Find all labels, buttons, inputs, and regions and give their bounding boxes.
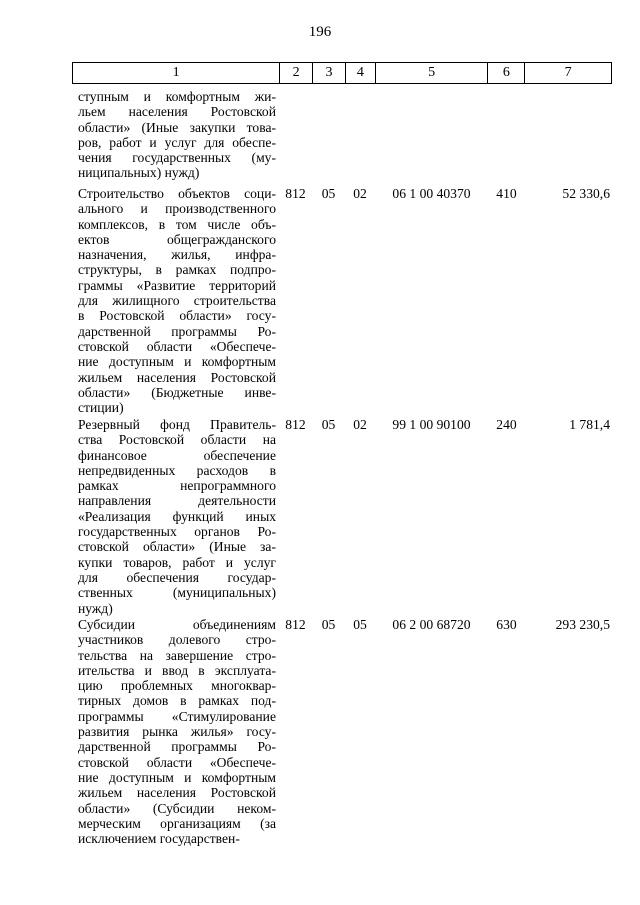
cell-c7: 1 781,4 [569, 417, 610, 432]
cell-c4: 02 [353, 186, 367, 201]
description-line: ства Ростовской области на [78, 432, 276, 448]
header-col-3: 3 [312, 63, 345, 83]
row-description [72, 617, 279, 846]
description-line: ственных (муниципальных) [78, 585, 276, 601]
description-line: структуры, в рамках подпро- [78, 262, 276, 278]
description-line: для обеспечения государ- [78, 569, 276, 585]
description-line: ступным и комфортным жи- [78, 89, 276, 104]
row-description [72, 186, 279, 415]
description-line: комплексов, в том числе объ- [78, 216, 276, 232]
description-line: льем населения Ростовской [78, 104, 276, 120]
description-line: Субсидии объединениям [78, 617, 276, 632]
cell-c6: 410 [496, 186, 517, 201]
table-header [72, 62, 612, 84]
description-line: цию проблемных многоквар- [78, 678, 276, 694]
cell-c3: 05 [321, 186, 336, 201]
cell-c7: 52 330,6 [562, 186, 610, 201]
table-row [72, 617, 612, 846]
description-line: тирных домов в рамках под- [78, 693, 276, 709]
description-line: ние доступным и комфортным [78, 354, 276, 370]
header-col-6: 6 [487, 63, 524, 83]
description-line: Резервный фонд Правитель- [78, 417, 276, 432]
description-line: «Реализация функций иных [78, 508, 276, 524]
description-line: ров, работ и услуг для обеспе- [78, 134, 276, 150]
table-row [72, 89, 612, 181]
cell-c5 [375, 89, 488, 181]
cell-c2: 812 [285, 617, 306, 632]
description-line: области» (Субсидии неком- [78, 800, 276, 816]
description-line: стовской области «Обеспече- [78, 754, 276, 770]
description-line: ального и производственного [78, 201, 276, 217]
cell-c2: 812 [285, 417, 306, 432]
description-line: ительства и ввод в эксплуата- [78, 662, 276, 678]
page-number: 196 [308, 24, 332, 40]
description-line: государственных органов Ро- [78, 524, 276, 540]
description-line: дарственной программы Ро- [78, 739, 276, 755]
description-line: чения государственных (му- [78, 150, 276, 166]
description-line: тельства на завершение стро- [78, 647, 276, 663]
cell-c3 [312, 89, 345, 181]
description-line: нужд) [78, 600, 113, 616]
row-description [72, 89, 279, 181]
description-line: участников долевого стро- [78, 632, 276, 648]
cell-c2: 812 [285, 186, 306, 201]
cell-c4 [345, 89, 375, 181]
description-line: граммы «Развитие территорий [78, 277, 276, 293]
description-line: в Ростовской области» госу- [78, 308, 276, 324]
cell-c6: 240 [496, 417, 517, 432]
cell-c7: 293 230,5 [555, 617, 610, 632]
header-col-7: 7 [524, 63, 611, 83]
cell-c7 [525, 89, 612, 181]
table-row [72, 417, 612, 616]
cell-c4: 02 [353, 417, 367, 432]
description-line: области» (Бюджетные инве- [78, 384, 276, 400]
cell-c4: 05 [353, 617, 367, 632]
description-line: купки товаров, работ и услуг [78, 554, 276, 570]
cell-c2 [279, 89, 312, 181]
description-line: развития рынка жилья» госу- [78, 724, 276, 740]
cell-c5: 06 1 00 40370 [392, 186, 471, 201]
cell-c3: 05 [321, 417, 336, 432]
description-line: стовской области «Обеспече- [78, 338, 276, 354]
cell-c6: 630 [496, 617, 517, 632]
description-line: мерческим организациям (за [78, 815, 276, 831]
description-line: для жилищного строительства [78, 293, 276, 309]
description-line: непредвиденных расходов в [78, 462, 276, 478]
description-line: дарственной программы Ро- [78, 323, 276, 339]
description-line: ектов общегражданского [78, 231, 276, 247]
description-line: направления деятельности [78, 493, 276, 509]
table-row [72, 186, 612, 415]
row-description [72, 417, 279, 616]
description-line: финансовое обеспечение [78, 447, 276, 463]
description-line: исключением государствен- [78, 831, 240, 847]
header-col-2: 2 [279, 63, 312, 83]
description-line: рамках непрограммного [78, 478, 276, 494]
description-line: ниципальных) нужд) [78, 165, 200, 181]
description-line: жильем населения Ростовской [78, 785, 276, 801]
header-col-5: 5 [375, 63, 488, 83]
description-line: назначения, жилья, инфра- [78, 247, 276, 263]
description-line: жильем населения Ростовской [78, 369, 276, 385]
description-line: Строительство объектов соци- [78, 186, 276, 201]
description-line: стовской области» (Иные за- [78, 539, 276, 555]
cell-c3: 05 [321, 617, 336, 632]
cell-c6 [488, 89, 525, 181]
header-col-4: 4 [345, 63, 375, 83]
description-line: программы «Стимулирование [78, 708, 276, 724]
description-line: области» (Иные закупки това- [78, 119, 276, 135]
description-line: ние доступным и комфортным [78, 769, 276, 785]
cell-c5: 06 2 00 68720 [392, 617, 471, 632]
cell-c5: 99 1 00 90100 [392, 417, 471, 432]
header-col-1: 1 [172, 65, 180, 80]
description-line: стиции) [78, 400, 124, 416]
